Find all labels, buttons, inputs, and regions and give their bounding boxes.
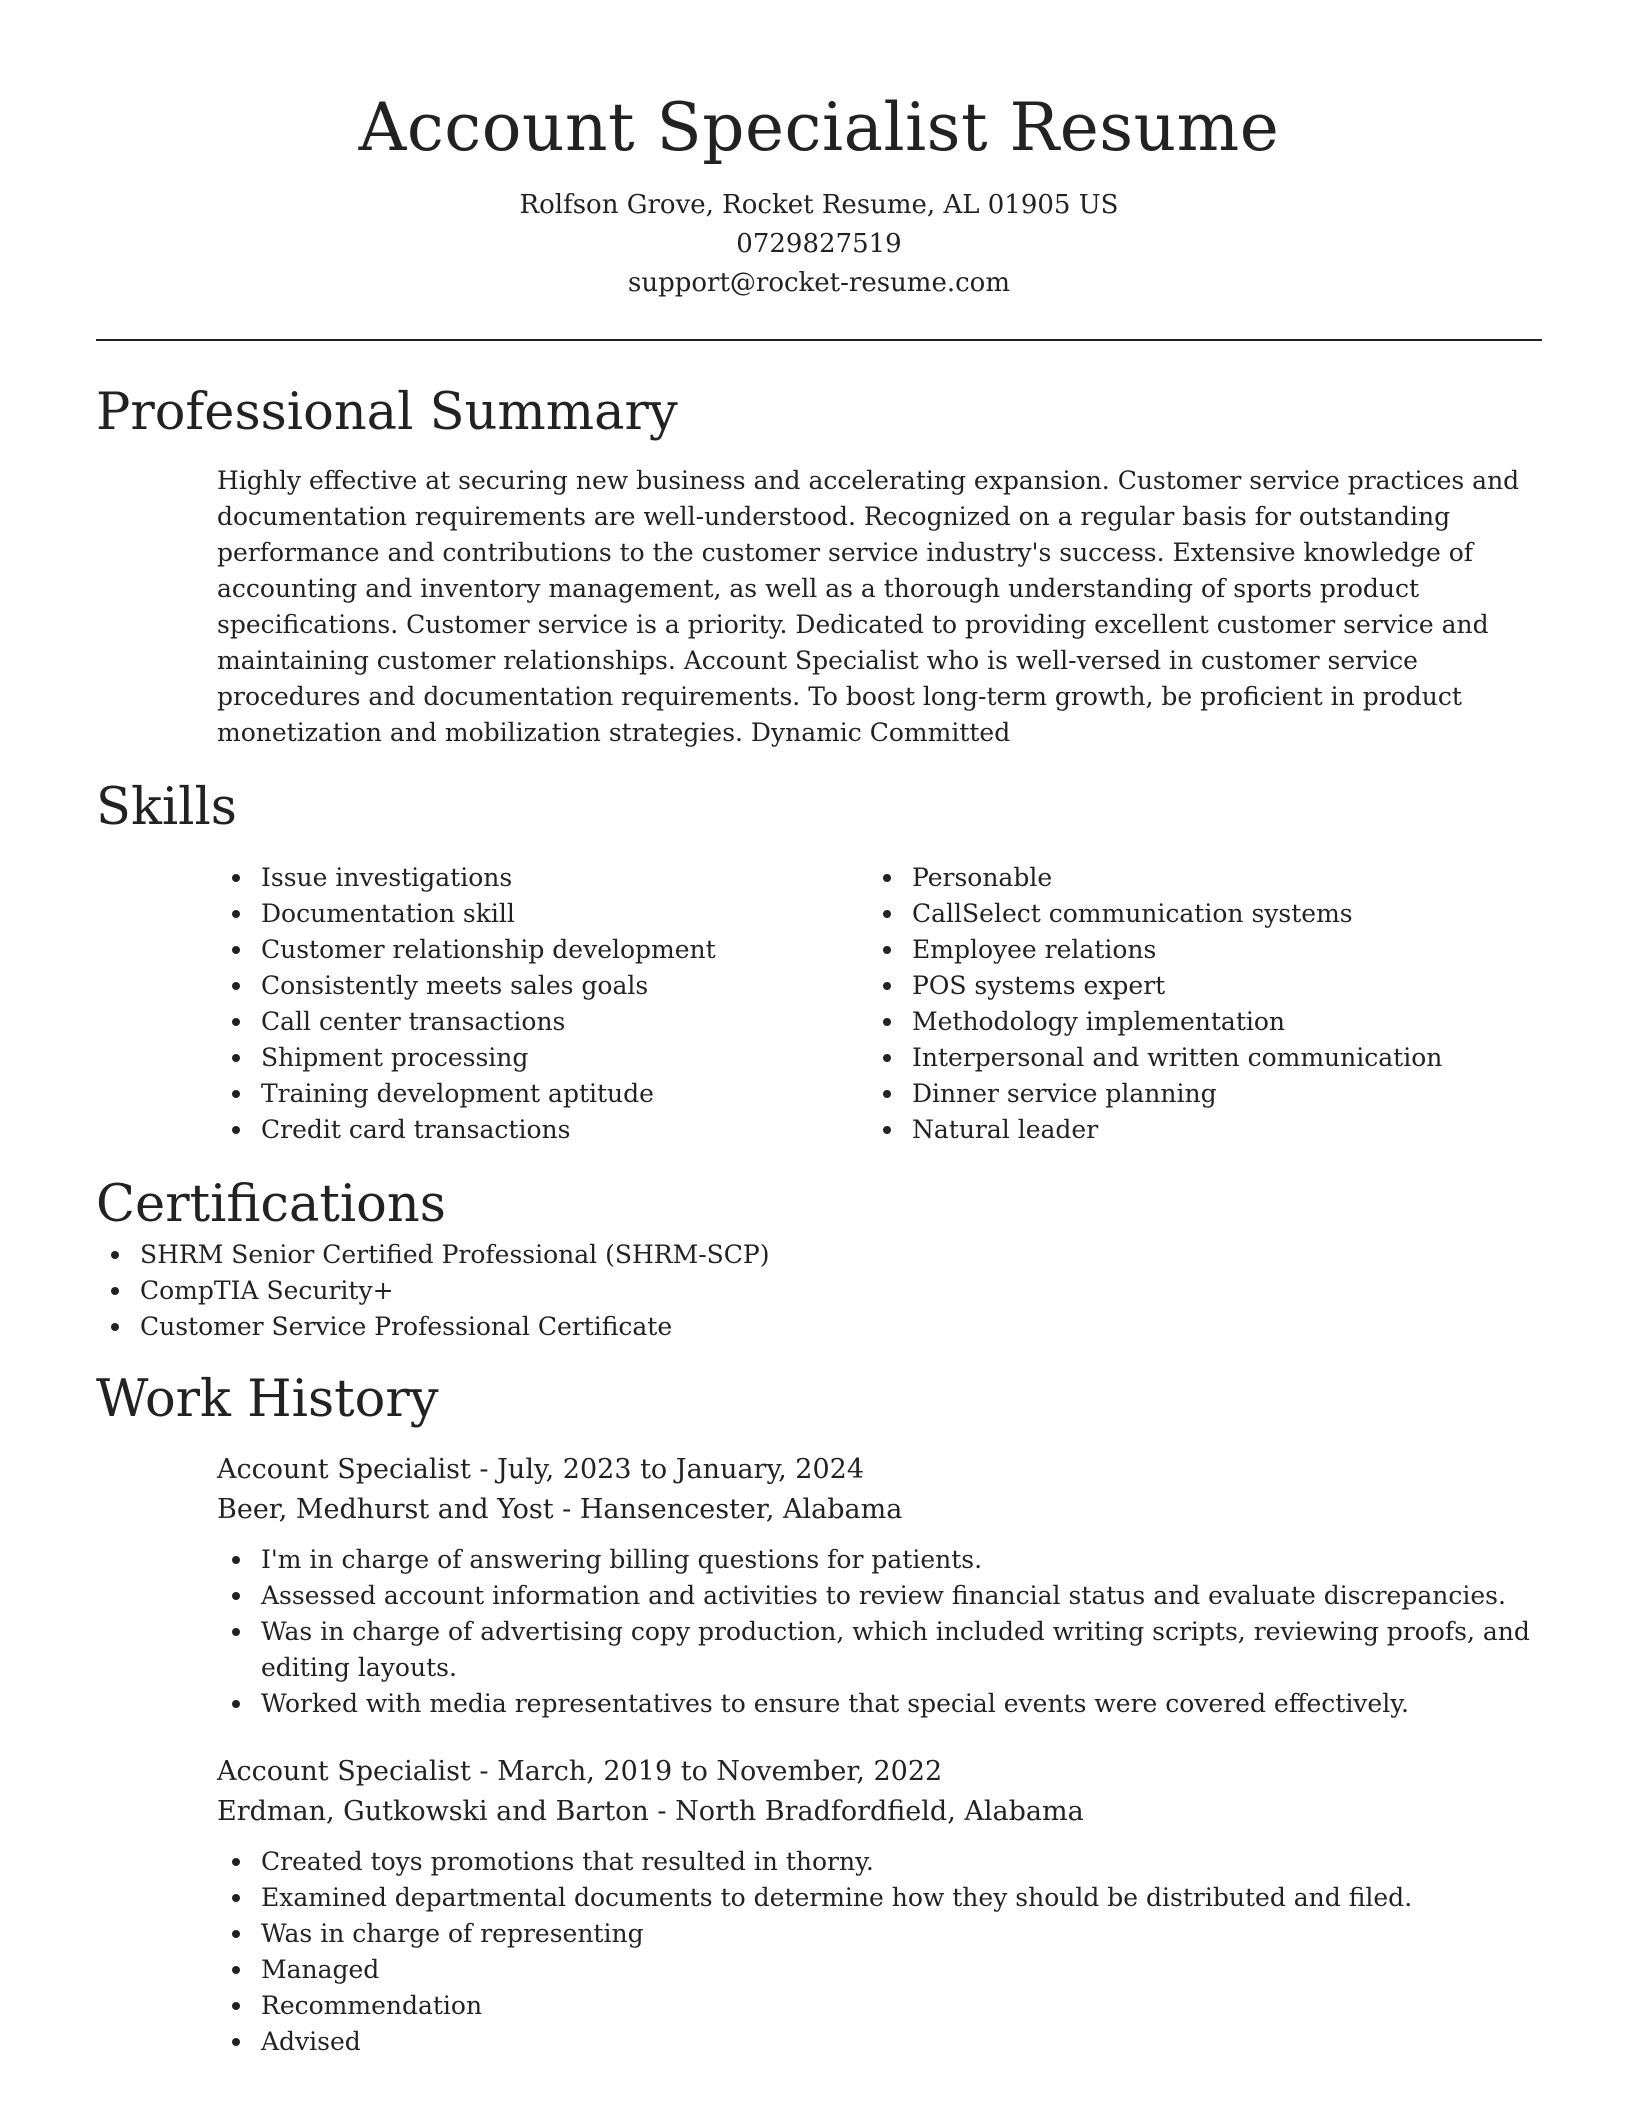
skill-item: Training development aptitude: [217, 1076, 868, 1112]
skill-item: Customer relationship development: [217, 932, 868, 968]
skill-item: Shipment processing: [217, 1040, 868, 1076]
skill-item: Call center transactions: [217, 1004, 868, 1040]
contact-email: support@rocket-resume.com: [627, 268, 1010, 298]
section-heading-work-history: Work History: [96, 1370, 439, 1429]
job-entry: [217, 1450, 1542, 1722]
job-entry: [217, 1752, 1542, 2060]
skill-item: Employee relations: [868, 932, 1518, 968]
contact-block: [96, 186, 1542, 303]
page-title: Account Specialist Resume: [358, 89, 1280, 166]
skill-item: Methodology implementation: [868, 1004, 1518, 1040]
summary-text: Highly effective at securing new business and accelerating expansion. Customer service practices and documentation requirements are well-understood. Recognized on a regular basis for outstanding performance and contributions to the customer service industry's success. Extensive knowledge of accounting and inventory management, as well as a thorough understanding of sports product specifications. Customer service is a priority. Dedicated to providing excellent customer service and maintaining customer relationships. Account Specialist who is well-versed in customer service procedures and documentation requirements. To boost long-term growth, be proficient in product monetization and mobilization strategies. Dynamic Committed: [217, 466, 1520, 747]
job-title: Account Specialist: [217, 1454, 471, 1485]
job-title-line: [217, 1450, 1542, 1490]
job-bullet: Was in charge of advertising copy production, which included writing scripts, reviewing proofs, and editing layouts.: [217, 1614, 1542, 1686]
job-bullet: Worked with media representatives to ensure that special events were covered effectively.: [217, 1686, 1542, 1722]
job-company-line: [217, 1792, 1542, 1832]
section-heading-certifications: Certifications: [96, 1175, 446, 1234]
certifications-list: [96, 1237, 1542, 1345]
skills-column-right: [868, 860, 1518, 1148]
certification-item: Customer Service Professional Certificate: [96, 1309, 1542, 1345]
skill-item: Interpersonal and written communication: [868, 1040, 1518, 1076]
section-heading-summary: Professional Summary: [96, 383, 678, 442]
job-dates: - March, 2019 to November, 2022: [470, 1756, 943, 1787]
job-bullets: [217, 1542, 1542, 1722]
job-company: Erdman, Gutkowski and Barton: [217, 1796, 649, 1827]
job-bullet: I'm in charge of answering billing questions for patients.: [217, 1542, 1542, 1578]
job-bullet: Recommendation: [217, 1988, 1542, 2024]
skill-item: Natural leader: [868, 1112, 1518, 1148]
job-title-line: [217, 1752, 1542, 1792]
job-bullet: Examined departmental documents to determine how they should be distributed and filed.: [217, 1880, 1542, 1916]
skill-item: POS systems expert: [868, 968, 1518, 1004]
section-heading-skills: Skills: [96, 778, 237, 837]
skill-item: Documentation skill: [217, 896, 868, 932]
job-location: - North Bradfordfield, Alabama: [648, 1796, 1084, 1827]
skill-item: Personable: [868, 860, 1518, 896]
contact-address: Rolfson Grove, Rocket Resume, AL 01905 US: [519, 190, 1119, 220]
job-bullet: Created toys promotions that resulted in thorny.: [217, 1844, 1542, 1880]
certification-item: SHRM Senior Certified Professional (SHRM-SCP): [96, 1237, 1542, 1273]
skill-item: Consistently meets sales goals: [217, 968, 868, 1004]
job-bullet: Managed: [217, 1952, 1542, 1988]
contact-phone: 0729827519: [736, 229, 902, 259]
job-dates: - July, 2023 to January, 2024: [470, 1454, 865, 1485]
skill-item: Issue investigations: [217, 860, 868, 896]
skills-list: [217, 860, 1542, 1148]
certification-item: CompTIA Security+: [96, 1273, 1542, 1309]
job-location: - Hansencester, Alabama: [553, 1494, 903, 1525]
job-company: Beer, Medhurst and Yost: [217, 1494, 554, 1525]
job-bullet: Advised: [217, 2024, 1542, 2060]
skill-item: CallSelect communication systems: [868, 896, 1518, 932]
job-bullets: [217, 1844, 1542, 2060]
resume-page: [96, 0, 1542, 2060]
job-bullet: Assessed account information and activities to review financial status and evaluate discrepancies.: [217, 1578, 1542, 1614]
skill-item: Dinner service planning: [868, 1076, 1518, 1112]
skill-item: Credit card transactions: [217, 1112, 868, 1148]
skills-column-left: [217, 860, 868, 1148]
header-divider: [96, 339, 1542, 341]
job-bullet: Was in charge of representing: [217, 1916, 1542, 1952]
job-company-line: [217, 1490, 1542, 1530]
job-title: Account Specialist: [217, 1756, 471, 1787]
